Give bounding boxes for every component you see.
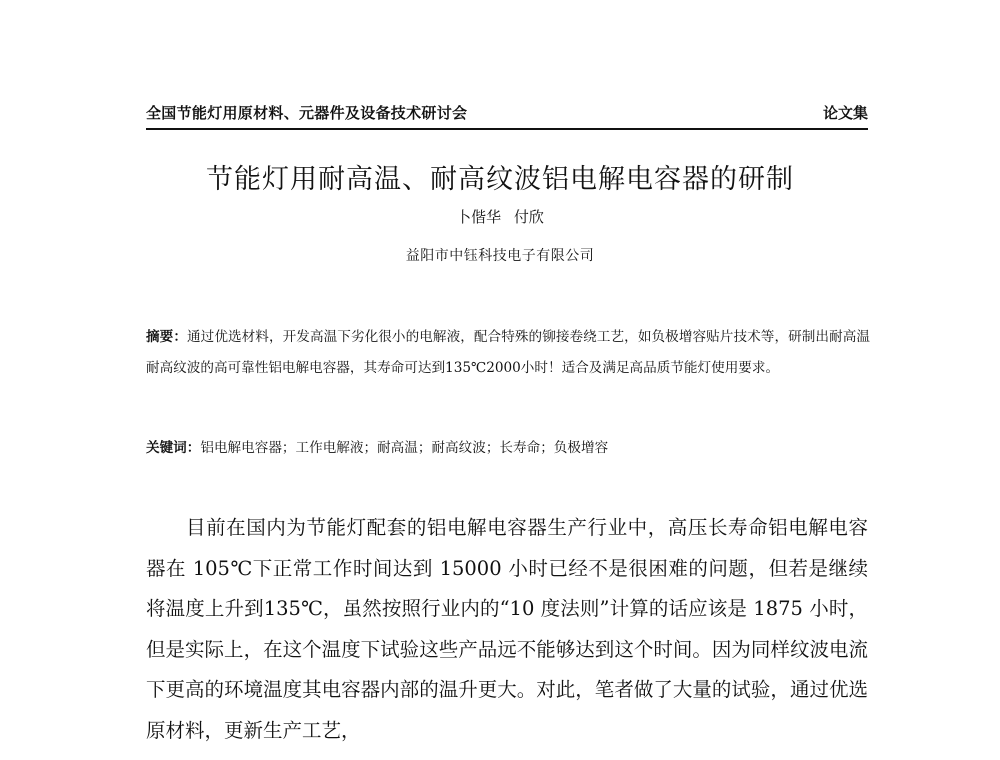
keywords-text: 铝电解电容器；工作电解液；耐高温；耐高纹波；长寿命；负极增容 <box>200 440 609 456</box>
affiliation: 益阳市中钰科技电子有限公司 <box>405 248 595 264</box>
abstract-text: 通过优选材料，开发高温下劣化很小的电解液，配合特殊的铆接卷绕工艺，如负极增容贴片技术等，研制出耐高温耐高纹波的高可靠性铝电解电容器，其寿命可达到135℃2000小时！适合及满足高品质节能灯使用要求。 <box>146 329 871 376</box>
authors: 卜偕华 付欣 <box>456 208 544 226</box>
section-label: 论文集 <box>822 104 868 122</box>
keywords-label: 关键词： <box>146 440 201 456</box>
abstract <box>146 322 870 384</box>
running-header <box>146 100 868 130</box>
body-paragraph: 目前在国内为节能灯配套的铝电解电容器生产行业中，高压长寿命铝电解电容器在 105℃下正常工作时间达到 15000 小时已经不是很困难的问题，但若是继续将温度上升到135℃，虽然按照行业内的“10 度法则”计算的话应该是 1875 小时，但是实际上，在这个温度下试验这些产品远不能够达到这个时间。因为同样纹波电流下更高的环境温度其电容器内部的温升更大。对此，笔者做了大量的试验，通过优选原材料，更新生产工艺， <box>146 516 868 742</box>
keywords <box>146 434 870 462</box>
paper-title: 节能灯用耐高温、耐高纹波铝电解电容器的研制 <box>206 164 794 195</box>
conference-name: 全国节能灯用原材料、元器件及设备技术研讨会 <box>146 104 468 122</box>
abstract-label: 摘要： <box>146 329 187 345</box>
